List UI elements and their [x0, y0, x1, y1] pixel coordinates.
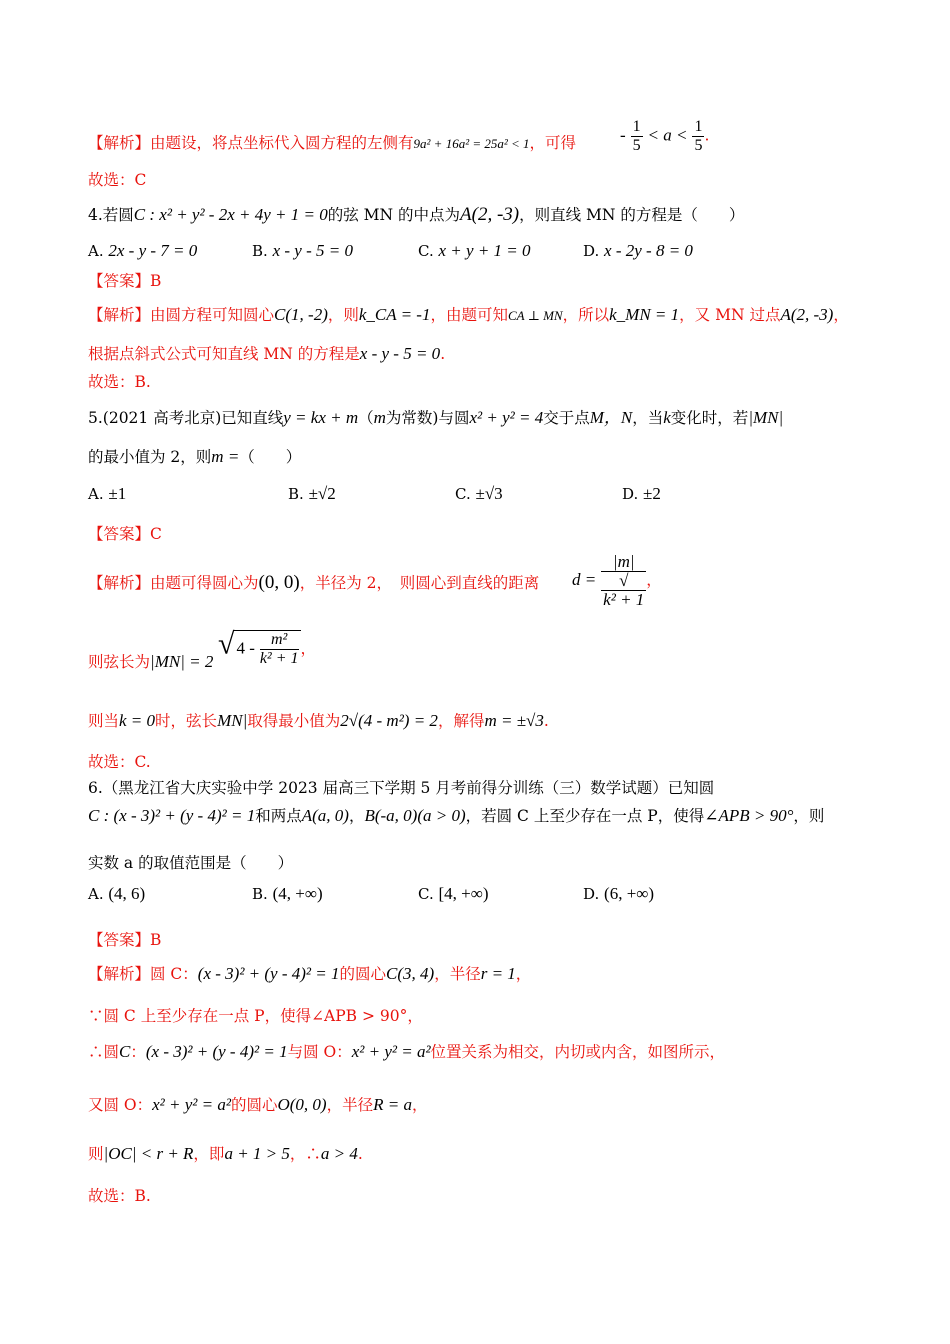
- q4-option-d[interactable]: D. x - 2y - 8 = 0: [583, 241, 693, 260]
- q6-analysis-1: 【解析】圆 C：(x - 3)² + (y - 4)² = 1的圆心C(3, 4)，半径r = 1，: [88, 964, 532, 983]
- q5-answer: 故选：C.: [88, 753, 151, 771]
- fraction: $\frac{1}{5}$: [632, 118, 641, 154]
- q4-answer-line: 【答案】B: [88, 272, 162, 290]
- q6-option-c[interactable]: C. [4, +∞): [418, 884, 489, 903]
- q6-option-b[interactable]: B. (4, +∞): [252, 884, 323, 903]
- q6-option-a[interactable]: A. (4, 6): [88, 884, 146, 903]
- q3-fraction-expression: - $\frac{1}{5}$ < a < $\frac{1}{5}$ .: [620, 118, 710, 154]
- q6-option-d[interactable]: D. (6, +∞): [583, 884, 655, 903]
- q4-analysis: 【解析】由圆方程可知圆心C(1, -2)，则k_CA = -1，由题可知CA ⊥ MN，所以k_MN = 1，又 MN 过点A(2, -3)，: [88, 305, 849, 324]
- q5-option-b[interactable]: B. ±√2: [288, 484, 336, 503]
- q6-stem-line2: C : (x - 3)² + (y - 4)² = 1和两点A(a, 0)，B(-a, 0)(a > 0)，若圆 C 上至少存在一点 P，使得∠APB > 90°，则: [88, 806, 825, 825]
- q4-option-a[interactable]: A. 2x - y - 7 = 0: [88, 241, 198, 260]
- q5-option-c[interactable]: C. ±√3: [455, 484, 503, 503]
- q6-analysis-5: 则|OC| < r + R，即a + 1 > 5，∴a > 4.: [88, 1144, 363, 1163]
- q5-option-d[interactable]: D. ±2: [622, 484, 661, 503]
- q5-chord-length: 则弦长为|MN| = 2: [88, 652, 214, 671]
- q6-answer-line: 【答案】B: [88, 931, 162, 949]
- q4-answer: 故选：B.: [88, 373, 151, 391]
- q6-analysis-4: 又圆 O：x² + y² = a²的圆心O(0, 0)，半径R = a，: [88, 1095, 428, 1114]
- q5-stem-line2: 的最小值为 2，则m =（ ）: [88, 447, 302, 466]
- q5-distance-formula: d = |m| √ k² + 1 ，: [572, 552, 662, 609]
- q5-option-a[interactable]: A. ±1: [88, 484, 127, 503]
- q6-stem-line1: 6.（黑龙江省大庆实验中学 2023 届高三下学期 5 月考前得分训练（三）数学试题）已知圆: [88, 779, 715, 797]
- fraction: $\frac{1}{5}$: [694, 118, 703, 154]
- q3-analysis: 【解析】由题设，将点坐标代入圆方程的左侧有9a² + 16a² = 25a² < 1，可得: [88, 134, 577, 152]
- q6-stem-line3: 实数 a 的取值范围是（ ）: [88, 854, 294, 872]
- q4-stem: 4.若圆C : x² + y² - 2x + 4y + 1 = 0的弦 MN 的中点为A(2, -3)，则直线 MN 的方程是（ ）: [88, 204, 745, 225]
- q4-option-b[interactable]: B. x - y - 5 = 0: [252, 241, 353, 260]
- q5-when: 则当k = 0时，弦长MN|取得最小值为2√(4 - m²) = 2，解得m = ±√3.: [88, 711, 549, 730]
- q5-chord-radical: √ 4 - $\frac{\text{m²}}{\text{k² + 1}}$ ，: [218, 627, 317, 667]
- q5-analysis: 【解析】由题可得圆心为(0, 0)，半径为 2， 则圆心到直线的距离: [88, 572, 540, 593]
- q6-analysis-2: ∵圆 C 上至少存在一点 P，使得∠APB > 90°，: [88, 1007, 423, 1025]
- q5-answer-line: 【答案】C: [88, 525, 162, 543]
- q4-analysis-line2: 根据点斜式公式可知直线 MN 的方程是x - y - 5 = 0.: [88, 344, 446, 363]
- q5-stem: 5.(2021 高考北京)已知直线y = kx + m（m为常数)与圆x² + y² = 4交于点M，N，当k变化时，若|MN|: [88, 408, 784, 427]
- q3-answer: 故选：C: [88, 171, 147, 189]
- q6-analysis-3: ∴圆C：(x - 3)² + (y - 4)² = 1与圆 O：x² + y² = a²位置关系为相交，内切或内含，如图所示，: [88, 1042, 726, 1061]
- q6-answer: 故选：B.: [88, 1187, 151, 1205]
- q4-option-c[interactable]: C. x + y + 1 = 0: [418, 241, 531, 260]
